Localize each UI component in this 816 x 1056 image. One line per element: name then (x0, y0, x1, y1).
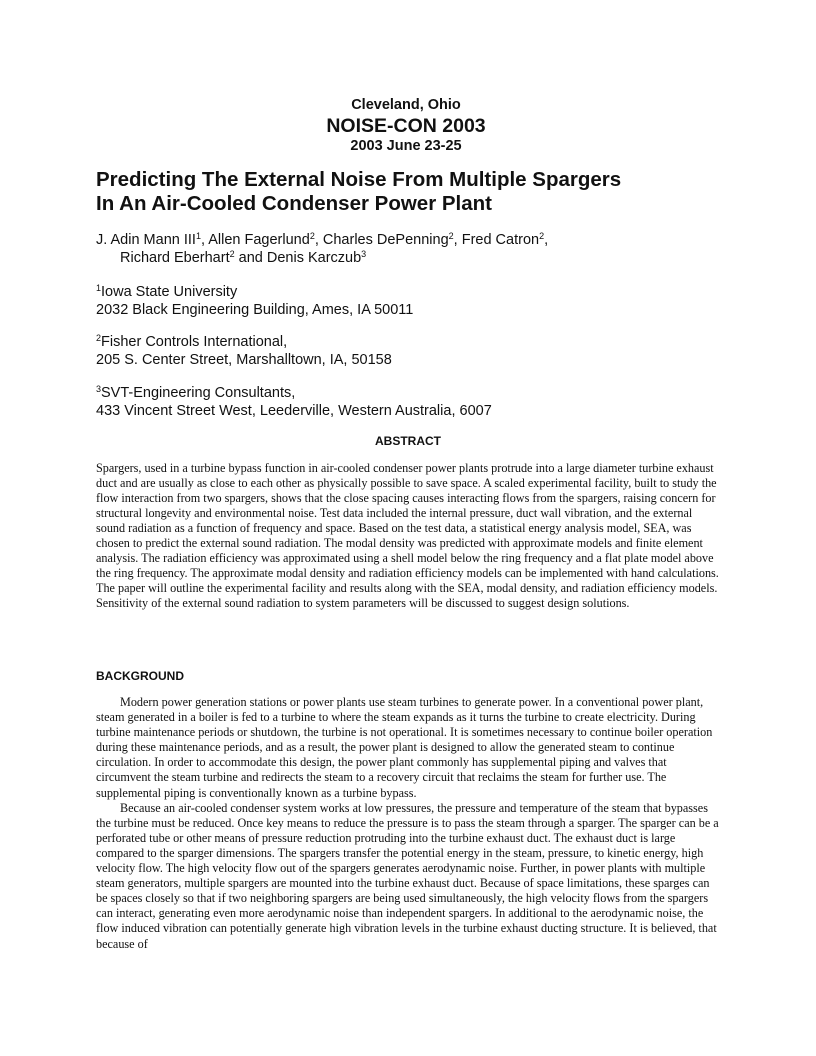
author-affiliation-mark: 2 (309, 231, 315, 241)
author-name: Richard Eberhart (120, 250, 230, 266)
abstract-heading: ABSTRACT (375, 434, 441, 448)
affiliation-org: Fisher Controls International, (101, 334, 288, 350)
background-body (96, 695, 722, 952)
affiliation-2 (96, 333, 720, 369)
paper-title (96, 168, 720, 216)
affiliation-address: 433 Vincent Street West, Leederville, Western Australia, 6007 (96, 403, 492, 419)
background-paragraph: Modern power generation stations or power plants use steam turbines to generate power. In a conventional power plant, steam generated in a boiler is fed to a turbine to where the steam expands as it turns the turbine to create electricity. During turbine maintenance periods or shutdown, the turbine is not operational. It is sometimes necessary to continue boiler operation during these maintenance periods, and as a result, the power plant is designed to allow the generated steam to continue circulation. In order to accommodate this design, the power plant commonly has supplemental piping and valves that circumvent the steam turbine and redirects the steam to a recovery circuit that reclaims the steam for further use. The supplemental piping is conventionally known as a turbine bypass. (96, 695, 713, 800)
author-name: Denis Karczub (266, 250, 362, 266)
author-line-2 (96, 249, 720, 267)
abstract-text: Spargers, used in a turbine bypass function in air-cooled condenser power plants protrude into a large diameter turbine exhaust duct and are usually as close to each other as physically possible to save space. A scaled experimental facility, built to study the flow interaction from two spargers, shows that the close spacing causes interacting flows from the spargers, raising concern for structural longevity and environmental noise. Test data included the internal pressure, duct wall vibration, and the external sound radiation as a function of frequency and space. Based on the test data, a statistical energy analysis model, SEA, was chosen to predict the external sound radiation. The modal density was predicted with approximate models and finite element analysis. The radiation efficiency was approximated using a shell model below the ring frequency and a flat plate model above the ring frequency. The approximate modal density and radiation efficiency models can be implemented with hand calculations. The paper will outline the experimental facility and results along with the SEA, modal density, and radiation efficiency models. Sensitivity of the external sound radiation to system parameters will be discussed to suggest design solutions. (96, 461, 719, 610)
conference-city: Cleveland, Ohio (351, 97, 461, 113)
author-affiliation-mark: 2 (448, 231, 454, 241)
author-affiliation-mark: 2 (539, 231, 545, 241)
author-separator: , (453, 232, 462, 248)
author-name: Allen Fagerlund (208, 232, 310, 248)
author-separator: , (544, 232, 549, 248)
affiliation-address: 2032 Black Engineering Building, Ames, IA 50011 (96, 302, 414, 318)
title-line-2: In An Air-Cooled Condenser Power Plant (96, 192, 492, 215)
author-affiliation-mark: 2 (229, 249, 235, 259)
author-name: J. Adin Mann III (96, 232, 196, 248)
conference-name: NOISE-CON 2003 (326, 115, 486, 137)
author-name: Fred Catron (461, 232, 540, 248)
author-name: Charles DePenning (322, 232, 449, 248)
background-heading: BACKGROUND (96, 669, 184, 683)
conference-header (96, 96, 716, 155)
author-list (96, 231, 720, 267)
author-separator: , (314, 232, 323, 248)
author-line-1 (96, 231, 720, 249)
conference-dates: 2003 June 23-25 (350, 138, 462, 154)
affiliation-address: 205 S. Center Street, Marshalltown, IA, 50158 (96, 352, 392, 368)
author-affiliation-mark: 1 (195, 231, 201, 241)
title-line-1: Predicting The External Noise From Multiple Spargers (96, 168, 622, 191)
author-affiliation-mark: 3 (361, 249, 367, 259)
affiliation-number: 3 (96, 384, 102, 394)
affiliation-org: SVT-Engineering Consultants, (101, 385, 296, 401)
affiliation-number: 2 (96, 333, 102, 343)
affiliation-3 (96, 384, 720, 420)
author-separator: and (234, 250, 267, 266)
background-paragraph: Because an air-cooled condenser system works at low pressures, the pressure and temperature of the steam that bypasses the turbine must be reduced. Once key means to reduce the pressure is to pass the steam through a sparger. The sparger can be a perforated tube or other means of pressure reduction protruding into the turbine exhaust duct. The exhaust duct is large compared to the sparger dimensions. The spargers transfer the potential energy in the steam, pressure, to kinetic energy, high velocity flow. The high velocity flow out of the spargers generates aerodynamic noise. Further, in power plants with multiple steam generators, multiple spargers are mounted into the turbine exhaust duct. Because of space limitations, these sparges can be spaces closely so that if two neighboring spargers are being used simultaneously, the high velocity flows from the spargers can interact, generating even more aerodynamic noise than independent spargers. In additional to the aerodynamic noise, the flow induced vibration can potentially generate high vibration levels in the turbine exhaust ducting structure. It is believed, that because of (96, 800, 719, 951)
affiliation-number: 1 (96, 283, 102, 293)
affiliation-1 (96, 283, 720, 319)
author-separator: , (200, 232, 209, 248)
affiliation-org: Iowa State University (101, 284, 238, 300)
